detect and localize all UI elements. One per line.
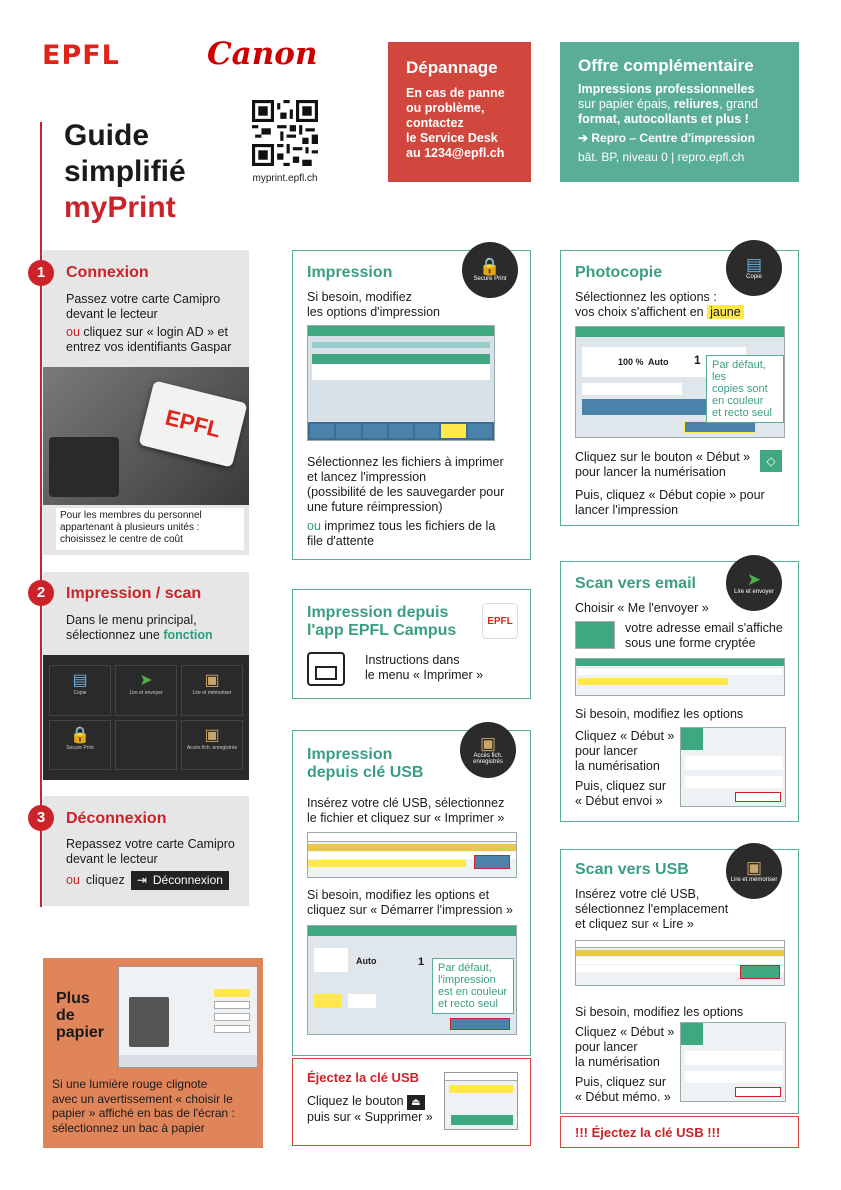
scan-email-text2: votre adresse email s'affiche sous une forme cryptée [625, 621, 783, 650]
scan-email-title: Scan vers email [575, 575, 696, 592]
debut-button[interactable] [681, 1023, 703, 1045]
step1-text: Passez votre carte Camipro devant le lecteur ou cliquez sur « login AD » et entrez vos identifiants Gaspar [66, 292, 232, 354]
scan-usb-title: Scan vers USB [575, 861, 689, 878]
app-title: Impression depuis l'app EPFL Campus [307, 604, 457, 639]
debut-envoi-button[interactable] [735, 792, 781, 802]
debut-button[interactable] [681, 728, 703, 750]
impression-text1: Si besoin, modifiez les options d'impression [307, 290, 441, 319]
screen-button[interactable] [363, 424, 387, 438]
app-text: Instructions dans le menu « Imprimer » [365, 653, 484, 682]
canon-logo: Canon [207, 36, 318, 72]
main-menu-screen [43, 655, 249, 780]
screen-button[interactable] [468, 424, 492, 438]
option-button[interactable] [348, 994, 376, 1008]
copie-icon: ▤ Copie [726, 240, 782, 296]
camipro-card: EPFL [138, 380, 247, 467]
photocopie-tooltip: Par défaut, les copies sont en couleur et recto seul [706, 355, 784, 423]
photocopie-text1: Sélectionnez les options : vos choix s'affichent en jaune [575, 290, 744, 320]
service-desk-email[interactable]: 1234@epfl.ch [424, 146, 505, 160]
screen-button[interactable] [310, 424, 334, 438]
memoriser-icon: ▣ Lire et mémoriser [726, 843, 782, 899]
screen-button[interactable] [389, 424, 413, 438]
tile-copie[interactable]: ▤ Copie [49, 665, 111, 716]
step1-title: Connexion [66, 264, 149, 281]
debut-icon[interactable]: ◇ [760, 450, 782, 472]
usb-print-text2: Si besoin, modifiez les options et cliquez sur « Démarrer l'impression » [307, 888, 513, 917]
step1-number: 1 [28, 260, 54, 286]
step2-title: Impression / scan [66, 585, 202, 602]
photocopie-title: Photocopie [575, 264, 663, 281]
me-envoyer-button[interactable] [575, 621, 615, 649]
tile-secure-print[interactable]: 🔒 Secure Print [49, 720, 111, 771]
secure-print-icon: 🔒 Secure Print [462, 242, 518, 298]
screen-button[interactable] [415, 424, 439, 438]
scan-usb-text1: Insérez votre clé USB, sélectionnez l'emplacement et cliquez sur « Lire » [575, 887, 729, 931]
qr-caption[interactable]: myprint.epfl.ch [252, 173, 318, 184]
deconnexion-button[interactable]: ⇥ Déconnexion [131, 871, 229, 890]
scan-email-screen [680, 727, 786, 807]
papier-text: Si une lumière rouge clignote avec un avertissement « choisir le papier » affiché en bas de l'écran : sélectionnez un bac à papier [52, 1077, 235, 1135]
confirm-button[interactable] [451, 1115, 513, 1125]
usb-location-screen [575, 940, 785, 986]
photocopie-text3: Puis, cliquez « Début copie » pour lancer l'impression [575, 488, 765, 517]
scan-usb-text2: Cliquez « Début » pour lancer la numérisation Puis, cliquez sur « Début mémo. » [575, 1025, 675, 1104]
photocopie-text2: Cliquez sur le bouton « Début » pour lancer la numérisation [575, 450, 751, 479]
scan-usb-footer: !!! Éjectez la clé USB !!! [575, 1125, 721, 1140]
tile-lire-envoyer[interactable]: ➤ Lire et envoyer [115, 665, 177, 716]
tray-3[interactable] [214, 1013, 250, 1021]
tray-1[interactable] [214, 989, 250, 997]
usb-files-icon: ▣ Accès fich. enregistrés [460, 722, 516, 778]
step3-title: Déconnexion [66, 810, 167, 827]
supprimer-item[interactable] [449, 1085, 513, 1093]
email-screen [575, 658, 785, 696]
usb-print-title: Impression depuis clé USB [307, 746, 424, 781]
eject-title: Éjectez la clé USB [307, 1070, 419, 1085]
lire-button[interactable] [740, 965, 780, 979]
offre-box: Offre complémentaire Impressions professionnelles sur papier épais, reliures, grand format, autocollants et plus ! ➔ Repro – Centre d'impression bât. BP, niveau 0 | repro.epfl.ch [560, 42, 799, 182]
eject-text: Cliquez le bouton ⏏ puis sur « Supprimer » [307, 1094, 433, 1124]
eject-screen [444, 1072, 518, 1130]
screen-button[interactable] [336, 424, 360, 438]
scan-email-line1: Choisir « Me l'envoyer » [575, 601, 709, 615]
demarrer-impression-button[interactable] [450, 1018, 510, 1030]
imprimer-button[interactable] [474, 855, 510, 869]
step3-number: 3 [28, 805, 54, 831]
usb-print-text1: Insérez votre clé USB, sélectionnez le fichier et cliquez sur « Imprimer » [307, 796, 505, 825]
step2-number: 2 [28, 580, 54, 606]
impression-text2: Sélectionnez les fichiers à imprimer et lancez l'impression (possibilité de les sauvegarder pour une future réimpression) ou imprimez tous les fichiers de la file d'attente [307, 455, 505, 548]
step2-text: Dans le menu principal, sélectionnez une fonction [66, 613, 213, 642]
repro-link[interactable]: ➔ Repro – Centre d'impression [578, 131, 755, 145]
epfl-logo: EPFL [42, 40, 120, 71]
usb-file-list-screen [307, 832, 517, 878]
scan-email-text3: Cliquez « Début » pour lancer la numérisation Puis, cliquez sur « Début envoi » [575, 729, 675, 808]
photocopie-screen: 100 % Auto 1 [575, 326, 785, 438]
page-title: Guide simplifié myPrint [64, 119, 186, 224]
offre-title: Offre complémentaire [578, 56, 754, 75]
printer-icon [129, 997, 169, 1047]
option-button[interactable] [314, 994, 342, 1008]
tray-4[interactable] [214, 1025, 250, 1033]
secure-print-screen [307, 325, 495, 441]
usb-print-tooltip: Par défaut, l'impression est en couleur et recto seul [432, 958, 514, 1014]
debut-memo-button[interactable] [735, 1087, 781, 1097]
depannage-title: Dépannage [406, 58, 498, 77]
papier-title: Plus de papier [56, 990, 105, 1041]
tray-2[interactable] [214, 1001, 250, 1009]
card-reader [49, 437, 119, 497]
step1-note: Pour les membres du personnel appartenant à plusieurs unités : choisissez le centre de coût [56, 508, 244, 550]
camipro-photo [43, 367, 249, 505]
tile-acces-fichiers[interactable]: ▣ Accès fich. enregistrés [181, 720, 243, 771]
qr-code-icon [252, 100, 318, 166]
depannage-box: Dépannage En cas de panne ou problème, contactez le Service Desk au 1234@epfl.ch [388, 42, 531, 182]
logout-icon: ⇥ [136, 873, 147, 887]
options-button[interactable] [441, 424, 465, 438]
send-icon: ➤ Lire et envoyer [726, 555, 782, 611]
printer-icon [307, 652, 345, 686]
eject-icon[interactable]: ⏏ [407, 1095, 424, 1110]
scan-usb-screen [680, 1022, 786, 1102]
scan-usb-line4: Si besoin, modifiez les options [575, 1005, 744, 1019]
paper-tray-screen [118, 966, 258, 1068]
impression-title: Impression [307, 264, 393, 281]
scan-email-line4: Si besoin, modifiez les options [575, 707, 744, 721]
tile-lire-memoriser[interactable]: ▣ Lire et mémoriser [181, 665, 243, 716]
usb-options-screen: Auto 1 [307, 925, 517, 1035]
selected-file-row[interactable] [308, 860, 466, 867]
left-accent-line [40, 122, 42, 907]
step3-text: Repassez votre carte Camipro devant le lecteur ou cliquez ⇥ Déconnexion [66, 837, 235, 890]
epfl-app-icon: EPFL [482, 603, 518, 639]
tile-empty [115, 720, 177, 771]
